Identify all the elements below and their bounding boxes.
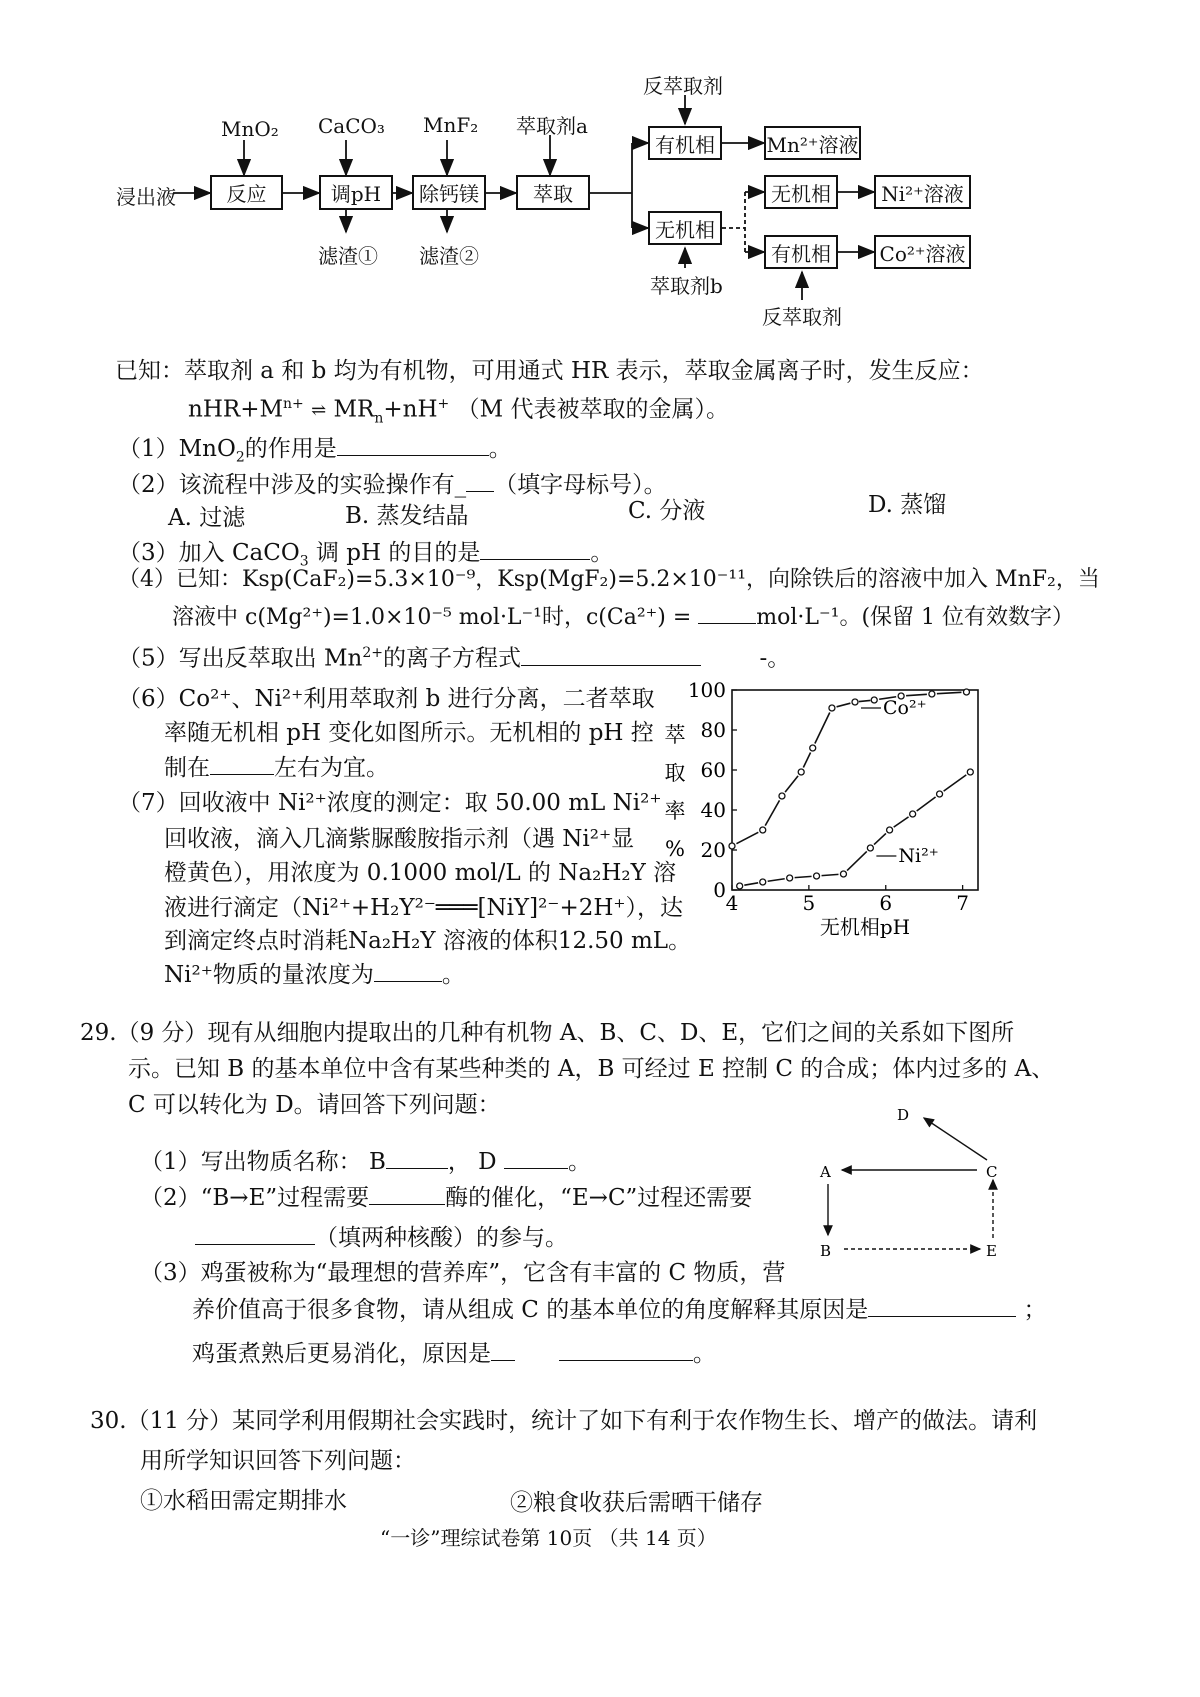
co-solution: Co²⁺溶液 xyxy=(874,235,971,269)
node-b: B xyxy=(820,1242,832,1260)
series-co-segment xyxy=(803,753,810,768)
answer-blank-q1[interactable] xyxy=(337,437,489,456)
eq-right-sub: n xyxy=(374,410,384,427)
x-tick-label: 6 xyxy=(879,891,893,915)
flow-arrows xyxy=(0,0,1200,330)
option-a: A. 过滤 xyxy=(168,505,246,531)
back-extractant-bottom: 反萃取剂 xyxy=(762,305,842,329)
reagent-caco3: CaCO₃ xyxy=(318,114,385,138)
question-29-sub3a: （3）鸡蛋被称为“最理想的营养库”，它含有丰富的 C 物质，营 xyxy=(140,1260,786,1286)
series-ni-segment xyxy=(822,874,839,875)
answer-blank-29-digest-a[interactable] xyxy=(491,1342,515,1361)
series-co-segment xyxy=(815,713,830,744)
x-axis-label: 无机相pH xyxy=(819,915,911,939)
series-co-point xyxy=(760,827,766,833)
eq-note: （M 代表被萃取的金属）。 xyxy=(456,396,729,423)
series-ni-point xyxy=(840,871,846,877)
question-29-sub3b: 养价值高于很多食物，请从组成 C 的基本单位的角度解释其原因是 ； xyxy=(192,1297,1047,1323)
question-6-line3: 制在 左右为宜。 xyxy=(164,755,389,781)
answer-blank-q4[interactable] xyxy=(698,605,756,624)
extractant-b: 萃取剂b xyxy=(650,274,723,298)
question-3: （3）加入 CaCO$_3$ 调 pH 的目的是 。 xyxy=(118,540,614,570)
reagent-mno2: MnO₂ xyxy=(221,117,279,141)
chart-frame xyxy=(732,690,978,890)
question-7-line6: Ni²⁺物质的量浓度为 。 xyxy=(164,962,465,988)
eq-right2-sup: + xyxy=(437,396,450,412)
page-footer: “一诊”理综试卷第 10页 （共 14 页） xyxy=(380,1526,717,1550)
extraction-rate-chart xyxy=(660,672,1000,942)
y-axis-label: % xyxy=(665,837,685,861)
answer-blank-29-nucleic[interactable] xyxy=(195,1226,315,1245)
series-co-point xyxy=(963,689,969,695)
series-ni-point xyxy=(867,845,873,851)
inorganic-phase-2: 无机相 xyxy=(764,175,838,209)
series-co-segment xyxy=(736,832,758,843)
node-d: D xyxy=(897,1106,910,1124)
question-29-sub2: （2）“B→E”过程需要 酶的催化，“E→C”过程还需要 xyxy=(140,1185,753,1211)
node-a: A xyxy=(820,1163,831,1181)
series-co-segment xyxy=(765,800,779,825)
series-ni-segment xyxy=(744,883,758,885)
y-axis-label: 取 xyxy=(664,761,686,785)
question-30-item2: ②粮食收获后需晒干储存 xyxy=(510,1490,763,1516)
question-29-sub1: （1）写出物质名称： B ， D 。 xyxy=(140,1149,591,1175)
series-label-ni: Ni²⁺ xyxy=(898,845,939,867)
flow-start: 浸出液 xyxy=(116,185,176,209)
y-tick-label: 40 xyxy=(700,798,726,822)
residue-2: 滤渣② xyxy=(419,244,479,268)
series-co-segment xyxy=(859,700,871,701)
question-30-line1: 30.（11 分）某同学利用假期社会实践时，统计了如下有利于农作物生长、增产的做法。请利 xyxy=(90,1408,1038,1434)
series-ni-segment xyxy=(894,817,909,827)
question-30-line2: 用所学知识回答下列问题： xyxy=(140,1448,416,1474)
ni-solution: Ni²⁺溶液 xyxy=(874,175,971,209)
node-e: E xyxy=(986,1242,997,1260)
series-label-co: Co²⁺ xyxy=(883,697,927,719)
series-ni-point xyxy=(787,875,793,881)
question-29-line3: C 可以转化为 D。请回答下列问题： xyxy=(128,1092,501,1118)
mn-solution: Mn²⁺溶液 xyxy=(764,126,861,160)
series-ni-segment xyxy=(944,775,967,791)
series-co-segment xyxy=(785,776,798,792)
question-7-line2: 回收液，滴入几滴紫脲酸胺指示剂（遇 Ni²⁺显 xyxy=(164,826,635,852)
series-ni-segment xyxy=(874,833,886,844)
answer-blank-q7[interactable] xyxy=(374,963,442,982)
y-axis-label: 萃 xyxy=(664,723,686,747)
x-tick-label: 5 xyxy=(802,891,816,915)
option-b: B. 蒸发结晶 xyxy=(345,503,469,529)
answer-blank-q6[interactable] xyxy=(210,756,274,775)
series-ni-point xyxy=(910,811,916,817)
series-co-point xyxy=(798,769,804,775)
series-ni-segment xyxy=(795,876,812,877)
series-co-segment xyxy=(837,703,851,707)
x-tick-label: 7 xyxy=(956,891,969,915)
series-co-segment xyxy=(906,694,927,695)
question-7-line5: 到滴定终点时消耗Na₂H₂Y 溶液的体积12.50 mL。 xyxy=(164,928,692,954)
series-co-segment xyxy=(937,692,962,693)
x-tick-label: 4 xyxy=(725,891,739,915)
answer-blank-29-reason[interactable] xyxy=(868,1298,1016,1317)
series-ni-segment xyxy=(917,797,936,811)
eq-right2: +nH xyxy=(383,396,438,423)
question-29-sub3c: 鸡蛋煮熟后更易消化，原因是 。 xyxy=(192,1341,716,1367)
question-30-item1: ①水稻田需定期排水 xyxy=(140,1488,347,1514)
answer-blank-29-b[interactable] xyxy=(386,1150,448,1169)
known-line: 已知：萃取剂 a 和 b 均为有机物，可用通式 HR 表示，萃取金属离子时，发生反应： xyxy=(115,358,984,384)
question-6-line2: 率随无机相 pH 变化如图所示。无机相的 pH 控 xyxy=(164,720,654,746)
inorganic-phase-1: 无机相 xyxy=(648,211,722,245)
relation-diagram xyxy=(810,1100,1010,1260)
y-tick-label: 0 xyxy=(713,878,726,902)
eq-right: MR xyxy=(333,396,375,423)
series-co-point xyxy=(779,793,785,799)
answer-blank-q3[interactable] xyxy=(480,541,590,560)
series-ni-point xyxy=(814,873,820,879)
question-4-line1: （4）已知：Ksp(CaF₂)=5.3×10⁻⁹，Ksp(MgF₂)=5.2×10⁻¹¹，向除铁后的溶液中加入 MnF₂，当 xyxy=(118,567,1100,592)
answer-blank-q2[interactable] xyxy=(466,473,494,492)
series-co-point xyxy=(852,699,858,705)
y-tick-label: 100 xyxy=(687,678,726,702)
answer-blank-29-enzyme[interactable] xyxy=(369,1186,445,1205)
equilibrium-arrow: ⇌ xyxy=(311,400,327,422)
back-extractant-top: 反萃取剂 xyxy=(643,74,723,98)
question-7-line1: （7）回收液中 Ni²⁺浓度的测定：取 50.00 mL Ni²⁺ xyxy=(118,790,662,816)
node-c: C xyxy=(986,1163,998,1181)
question-1: （1）MnO$_2$的作用是 。 xyxy=(118,436,512,466)
question-29-line2: 示。已知 B 的基本单位中含有某些种类的 A，B 可经过 E 控制 C 的合成；体内过多的 A、 xyxy=(128,1056,1055,1082)
series-co-point xyxy=(810,745,816,751)
series-ni-point xyxy=(737,883,743,889)
step-remove-ca-mg: 除钙镁 xyxy=(412,175,486,210)
step-extraction: 萃取 xyxy=(516,175,590,210)
series-ni-point xyxy=(760,879,766,885)
extraction-equation xyxy=(188,397,729,425)
series-co-point xyxy=(829,705,835,711)
option-c: C. 分液 xyxy=(628,498,706,524)
question-2: （2）该流程中涉及的实验操作有_ （填字母标号）。 xyxy=(118,472,667,498)
question-29-sub2b: （填两种核酸）的参与。 xyxy=(195,1226,568,1250)
series-co-point xyxy=(729,843,735,849)
series-ni-point xyxy=(937,791,943,797)
series-ni-point xyxy=(967,769,973,775)
answer-blank-29-d[interactable] xyxy=(504,1150,568,1169)
residue-1: 滤渣① xyxy=(318,244,378,268)
option-d: D. 蒸馏 xyxy=(868,492,947,518)
question-4-line2: 溶液中 c(Mg²⁺)=1.0×10⁻⁵ mol·L⁻¹时，c(Ca²⁺) = mol·L⁻¹。(保留 1 位有效数字） xyxy=(172,605,1075,630)
eq-left-sup: n+ xyxy=(283,396,304,412)
reagent-mnf2: MnF₂ xyxy=(423,113,479,137)
answer-blank-29-digest-b[interactable] xyxy=(559,1342,693,1361)
answer-blank-q5[interactable] xyxy=(521,647,701,666)
question-7-line4: 液进行滴定（Ni²⁺+H₂Y²⁻═══[NiY]²⁻+2H⁺），达 xyxy=(164,895,684,921)
question-29-line1: 29.（9 分）现有从细胞内提取出的几种有机物 A、B、C、D、E，它们之间的关系如下图所 xyxy=(80,1020,1015,1046)
y-tick-label: 80 xyxy=(700,718,726,742)
organic-phase-2: 有机相 xyxy=(764,235,838,269)
y-tick-label: 60 xyxy=(700,758,726,782)
step-reaction: 反应 xyxy=(210,175,283,210)
y-tick-label: 20 xyxy=(700,838,726,862)
eq-left: nHR+M xyxy=(188,396,284,423)
question-5: （5）写出反萃取出 $Mn^{2+}$的离子方程式 -。 xyxy=(118,645,791,672)
organic-phase-1: 有机相 xyxy=(648,126,722,160)
question-7-line3: 橙黄色），用浓度为 0.1000 mol/L 的 Na₂H₂Y 溶 xyxy=(164,860,677,886)
reagent-extractant-a: 萃取剂a xyxy=(516,114,588,138)
question-6-line1: （6）Co²⁺、Ni²⁺利用萃取剂 b 进行分离，二者萃取 xyxy=(118,686,655,712)
series-ni-point xyxy=(887,827,893,833)
step-adjust-ph: 调pH xyxy=(319,175,393,210)
series-ni-segment xyxy=(768,879,785,882)
series-ni-segment xyxy=(847,851,867,870)
series-co-point xyxy=(929,691,935,697)
y-axis-label: 率 xyxy=(664,799,686,823)
series-co-point xyxy=(871,697,877,703)
